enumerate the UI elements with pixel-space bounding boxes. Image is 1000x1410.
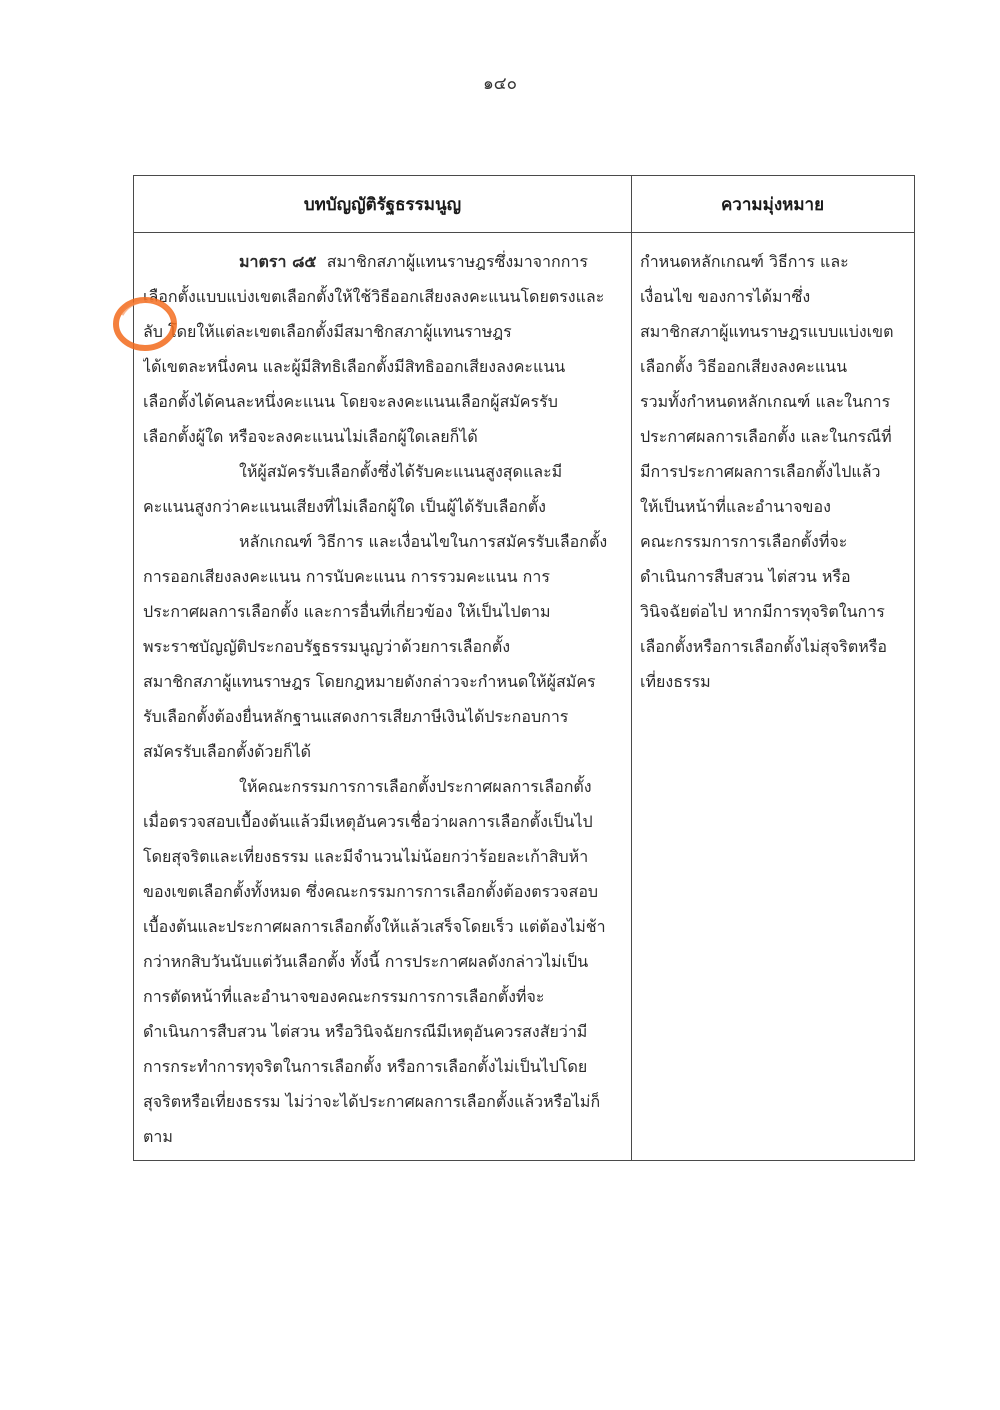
table-header-row <box>134 176 914 233</box>
text-line: เลือกตั้งได้คนละหนึ่งคะแนน โดยจะลงคะแนนเลือกผู้สมัครรับ <box>143 392 558 411</box>
text-line: เที่ยงธรรม <box>640 672 711 691</box>
text-line: สมัครรับเลือกตั้งด้วยก็ได้ <box>143 742 312 761</box>
text-line: ดำเนินการสืบสวน ไต่สวน หรือ <box>640 567 851 586</box>
text-line: รวมทั้งกำหนดหลักเกณฑ์ และในการ <box>640 392 891 411</box>
text-line: การกระทำการทุจริตในการเลือกตั้ง หรือการเลือกตั้งไม่เป็นไปโดย <box>143 1057 588 1076</box>
text-line: มีการประกาศผลการเลือกตั้งไปแล้ว <box>640 462 881 481</box>
text-line: ตาม <box>143 1127 173 1146</box>
text-line-content: สมาชิกสภาผู้แทนราษฎรซึ่งมาจากการ <box>326 252 588 271</box>
text-line <box>143 244 621 279</box>
text-line: สุจริตหรือเที่ยงธรรม ไม่ว่าจะได้ประกาศผลการเลือกตั้งแล้วหรือไม่ก็ <box>143 1092 601 1111</box>
text-line: ให้คณะกรรมการการเลือกตั้งประกาศผลการเลือกตั้ง <box>239 777 592 796</box>
text-line: กว่าหกสิบวันนับแต่วันเลือกตั้ง ทั้งนี้ การประกาศผลดังกล่าวไม่เป็น <box>143 952 589 971</box>
text-line: เมื่อตรวจสอบเบื้องต้นแล้วมีเหตุอันควรเชื่อว่าผลการเลือกตั้งเป็นไป <box>143 812 593 831</box>
text-line: พระราชบัญญัติประกอบรัฐธรรมนูญว่าด้วยการเลือกตั้ง <box>143 637 511 656</box>
header-intent: ความมุ่งหมาย <box>720 194 825 215</box>
column-divider <box>631 176 632 1160</box>
header-constitution-provisions: บทบัญญัติรัฐธรรมนูญ <box>303 194 462 215</box>
comparison-table <box>133 175 915 1161</box>
text-line: สมาชิกสภาผู้แทนราษฎร โดยกฎหมายดังกล่าวจะกำหนดให้ผู้สมัคร <box>143 672 596 691</box>
text-line: ให้ผู้สมัครรับเลือกตั้งซึ่งได้รับคะแนนสูงสุดและมี <box>239 462 563 481</box>
text-line: เบื้องต้นและประกาศผลการเลือกตั้งให้แล้วเสร็จโดยเร็ว แต่ต้องไม่ช้า <box>143 917 606 936</box>
text-line: กำหนดหลักเกณฑ์ วิธีการ และ <box>640 252 849 271</box>
provision-text-column <box>143 244 621 1154</box>
intent-text-column <box>640 244 908 699</box>
text-line: คณะกรรมการการเลือกตั้งที่จะ <box>640 532 848 551</box>
text-line: เลือกตั้งหรือการเลือกตั้งไม่สุจริตหรือ <box>640 637 888 656</box>
text-line: รับเลือกตั้งต้องยื่นหลักฐานแสดงการเสียภาษีเงินได้ประกอบการ <box>143 707 569 726</box>
text-line: ให้เป็นหน้าที่และอำนาจของ <box>640 497 831 516</box>
text-line: สมาชิกสภาผู้แทนราษฎรแบบแบ่งเขต <box>640 322 894 341</box>
text-line: โดยสุจริตและเที่ยงธรรม และมีจำนวนไม่น้อยกว่าร้อยละเก้าสิบห้า <box>143 847 589 866</box>
text-line: เงื่อนไข ของการได้มาซึ่ง <box>640 287 811 306</box>
text-line: การออกเสียงลงคะแนน การนับคะแนน การรวมคะแนน การ <box>143 567 550 586</box>
text-line: ของเขตเลือกตั้งทั้งหมด ซึ่งคณะกรรมการการเลือกตั้งต้องตรวจสอบ <box>143 882 599 901</box>
text-line: เลือกตั้งแบบแบ่งเขตเลือกตั้งให้ใช้วิธีออกเสียงลงคะแนนโดยตรงและ <box>143 287 605 306</box>
page-number: ๑๔๐ <box>482 74 518 94</box>
text-line: คะแนนสูงกว่าคะแนนเสียงที่ไม่เลือกผู้ใด เป็นผู้ได้รับเลือกตั้ง <box>143 497 546 516</box>
text-line: ดำเนินการสืบสวน ไต่สวน หรือวินิจฉัยกรณีมีเหตุอันควรสงสัยว่ามี <box>143 1022 588 1041</box>
text-line: ประกาศผลการเลือกตั้ง และในกรณีที่ <box>640 427 892 446</box>
text-line: เลือกตั้งผู้ใด หรือจะลงคะแนนไม่เลือกผู้ใดเลยก็ได้ <box>143 427 478 446</box>
text-line: เลือกตั้ง วิธีออกเสียงลงคะแนน <box>640 357 848 376</box>
text-line: ประกาศผลการเลือกตั้ง และการอื่นที่เกี่ยวข้อง ให้เป็นไปตาม <box>143 602 551 621</box>
text-line: ลับ โดยให้แต่ละเขตเลือกตั้งมีสมาชิกสภาผู้แทนราษฎร <box>143 322 512 341</box>
text-line: การตัดหน้าที่และอำนาจของคณะกรรมการการเลือกตั้งที่จะ <box>143 987 545 1006</box>
text-line: ได้เขตละหนึ่งคน และผู้มีสิทธิเลือกตั้งมีสิทธิออกเสียงลงคะแนน <box>143 357 566 376</box>
section-label: มาตรา ๘๕ <box>239 252 317 271</box>
text-line: หลักเกณฑ์ วิธีการ และเงื่อนไขในการสมัครรับเลือกตั้ง <box>239 532 608 551</box>
text-line: วินิจฉัยต่อไป หากมีการทุจริตในการ <box>640 602 885 621</box>
